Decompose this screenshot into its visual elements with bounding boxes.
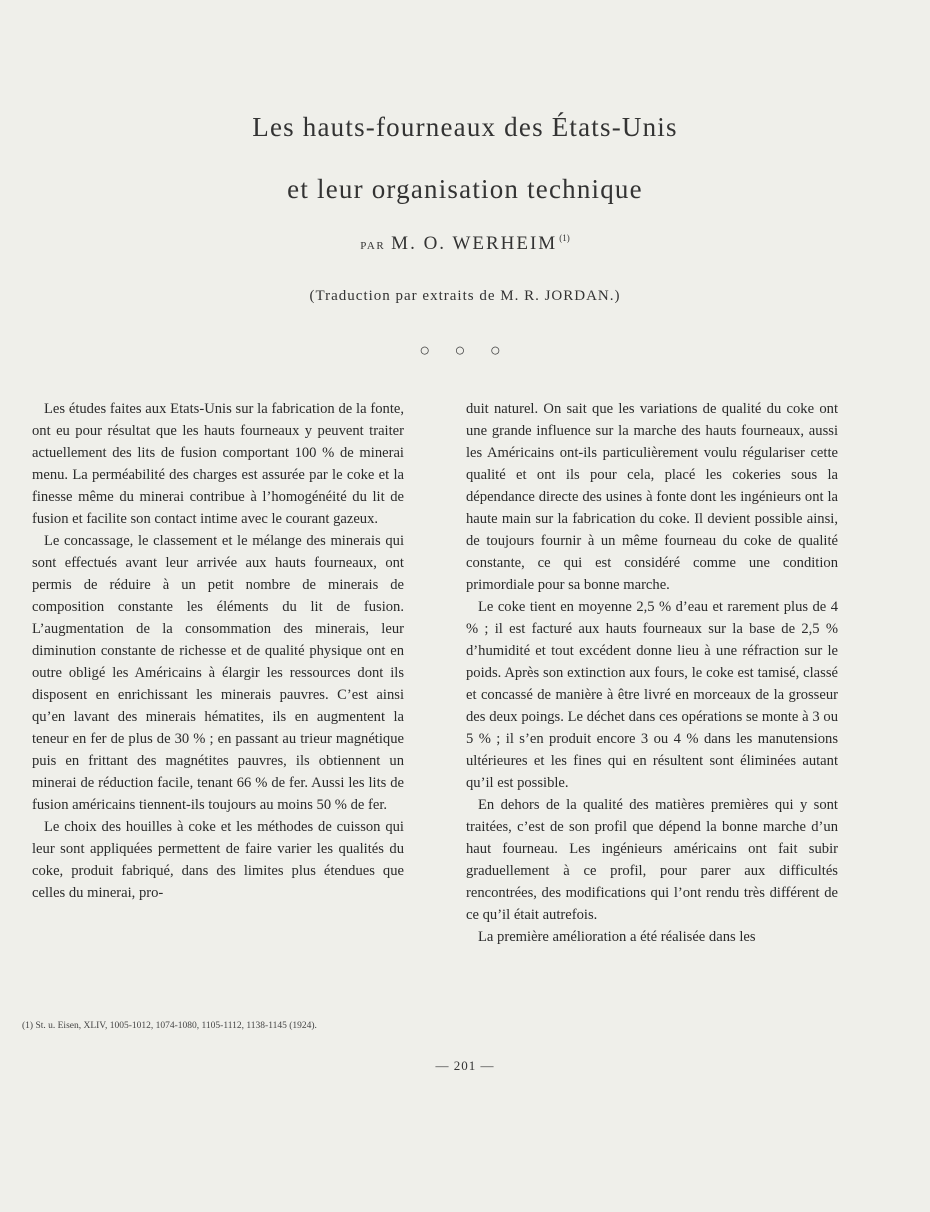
- section-ornament: ○ ○ ○: [419, 340, 511, 360]
- paragraph: Les études faites aux Etats-Unis sur la fabrication de la fonte, ont eu pour résultat que les hauts fourneaux y peuvent traiter actuellement des lits de fusion comportant 100 % de minerai menu. La perméabilité des charges est assurée par le coke et la finesse même du minerai contribue à l’homogénéité du lit de fusion et facilite son contact intime avec le courant gazeux.: [32, 401, 404, 527]
- left-column: [32, 398, 404, 904]
- author-footnote-mark: (1): [559, 233, 570, 243]
- translation-credit: (Traduction par extraits de M. R. JORDAN.): [309, 288, 621, 304]
- by-prefix: PAR: [360, 240, 386, 252]
- paragraph: Le concassage, le classement et le mélange des minerais qui sont effectués avant leur arrivée aux hauts fourneaux, ont permis de réduire à un petit nombre de minerais de composition constante les éléments du lit de fusion. L’augmentation de la consommation des minerais, leur diminution constante de richesse et de qualité physique ont en outre obligé les Américains à élargir les ressources dont ils disposent en enrichissant les minerais pauvres. C’est ainsi qu’en lavant des minerais hématites, ils en augmentent la teneur en fer de plus de 30 % ; en passant au trieur magnétique puis en frittant des magnétites pauvres, ils obtiennent un minerai de réduction facile, tenant 66 % de fer. Aussi les lits de fusion américains tiennent-ils toujours au moins 50 % de fer.: [32, 533, 404, 813]
- article-title-line-1: Les hauts-fourneaux des États-Unis: [252, 112, 678, 142]
- page-number: — 201 —: [435, 1058, 495, 1073]
- author-name: M. O. WERHEIM: [391, 233, 558, 254]
- paragraph: duit naturel. On sait que les variations de qualité du coke ont une grande influence sur la marche des hauts fourneaux, aussi les Américains ont-ils particulièrement voulu régulariser cette qualité et ont ils pour cela, placé les cokeries sous la dépendance directe des usines à fonte dont les ingénieurs ont la haute main sur la fabrication du coke. Il devient possible ainsi, de toujours fournir à un même fourneau du coke de qualité constante, ce qui est considéré comme une condition primordiale pour sa bonne marche.: [466, 401, 838, 593]
- author-byline: [0, 233, 930, 255]
- article-title-line-2: et leur organisation technique: [287, 174, 643, 204]
- right-column: [466, 398, 838, 948]
- paragraph: Le coke tient en moyenne 2,5 % d’eau et rarement plus de 4 % ; il est facturé aux hauts fourneaux sur la base de 2,5 % d’humidité et tout excédent donne lieu à une réfraction sur le poids. Après son extinction aux fours, le coke est tamisé, classé et concassé de manière à être livré en morceaux de la grosseur des deux poings. Le déchet dans ces opérations se monte à 3 ou 5 % ; il s’en produit encore 3 ou 4 % dans les manutensions ultérieures et les fines qui en résultent sont éliminées autant qu’il est possible.: [466, 599, 838, 791]
- paragraph: En dehors de la qualité des matières premières qui y sont traitées, c’est de son profil que dépend la bonne marche d’un haut fourneau. Les ingénieurs américains ont fait subir graduellement à ce profil, pour parer aux difficultés rencontrées, des modifications qui l’ont rendu très différent de ce qu’il était autrefois.: [466, 797, 838, 923]
- paragraph: Le choix des houilles à coke et les méthodes de cuisson qui leur sont appliquées permettent de faire varier les qualités du coke, produit fabriqué, dans des limites plus étendues que celles du minerai, pro-: [32, 819, 404, 901]
- paragraph: La première amélioration a été réalisée dans les: [478, 929, 756, 945]
- footnote: (1) St. u. Eisen, XLIV, 1005-1012, 1074-1080, 1105-1112, 1138-1145 (1924).: [22, 1021, 317, 1031]
